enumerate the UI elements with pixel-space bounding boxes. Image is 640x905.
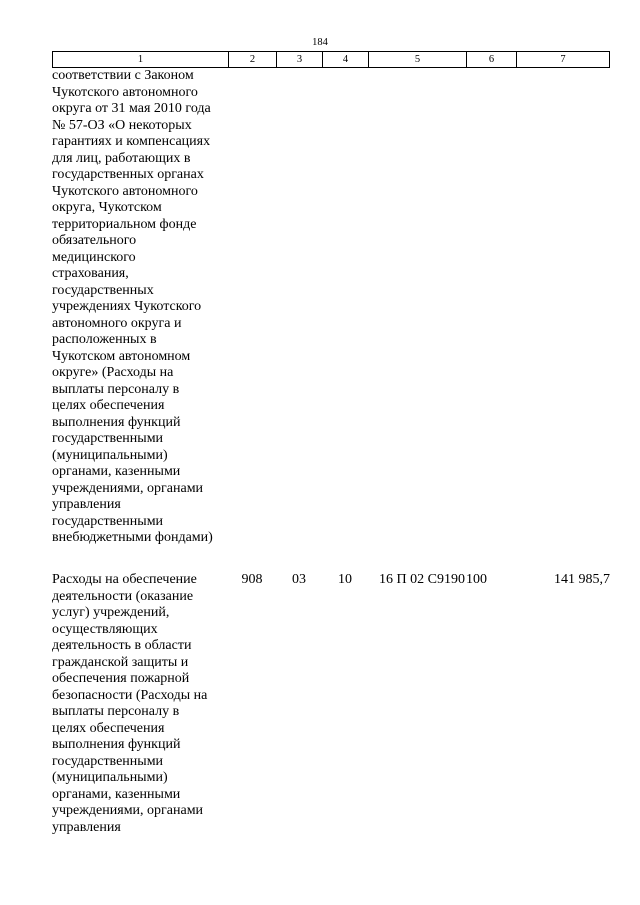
page-number: 184 (312, 37, 328, 48)
header-col-4: 4 (323, 52, 369, 68)
row-expense-type: 100 (466, 572, 487, 587)
header-col-1: 1 (53, 52, 229, 68)
header-col-2: 2 (229, 52, 277, 68)
row-section: 03 (292, 572, 306, 587)
row-target-article: 16 П 02 С9190 (379, 572, 465, 587)
row-amount: 141 985,7 (554, 572, 610, 587)
column-number-header (52, 51, 610, 68)
row-subsection: 10 (338, 572, 352, 587)
header-col-6: 6 (467, 52, 517, 68)
header-col-7: 7 (517, 52, 610, 68)
header-col-5: 5 (369, 52, 467, 68)
row-description: Расходы на обеспечение деятельности (оказание услуг) учреждений, осуществляющих деятельность в области гражданской защиты и обеспечения пожарной безопасности (Расходы на выплаты персоналу в целях обеспечения выполнения функций государственными (муниципальными) органами, казенными учреждениями, органами управления (52, 572, 208, 835)
row-grbs: 908 (241, 572, 263, 587)
header-col-3: 3 (277, 52, 323, 68)
row-description: соответствии с Законом Чукотского автономного округа от 31 мая 2010 года № 57-ОЗ «О некоторых гарантиях и компенсациях для лиц, работающих в государственных органах Чукотского автономного округа, Чукотском территориальном фонде обязательного медицинского страхования, государственных учреждениях Чукотского автономного округа и расположенных в Чукотском автономном округе» (Расходы на выплаты персоналу в целях обеспечения выполнения функций государственными (муниципальными) органами, казенными учреждениями, органами управления государственными внебюджетными фондами) (52, 68, 213, 545)
